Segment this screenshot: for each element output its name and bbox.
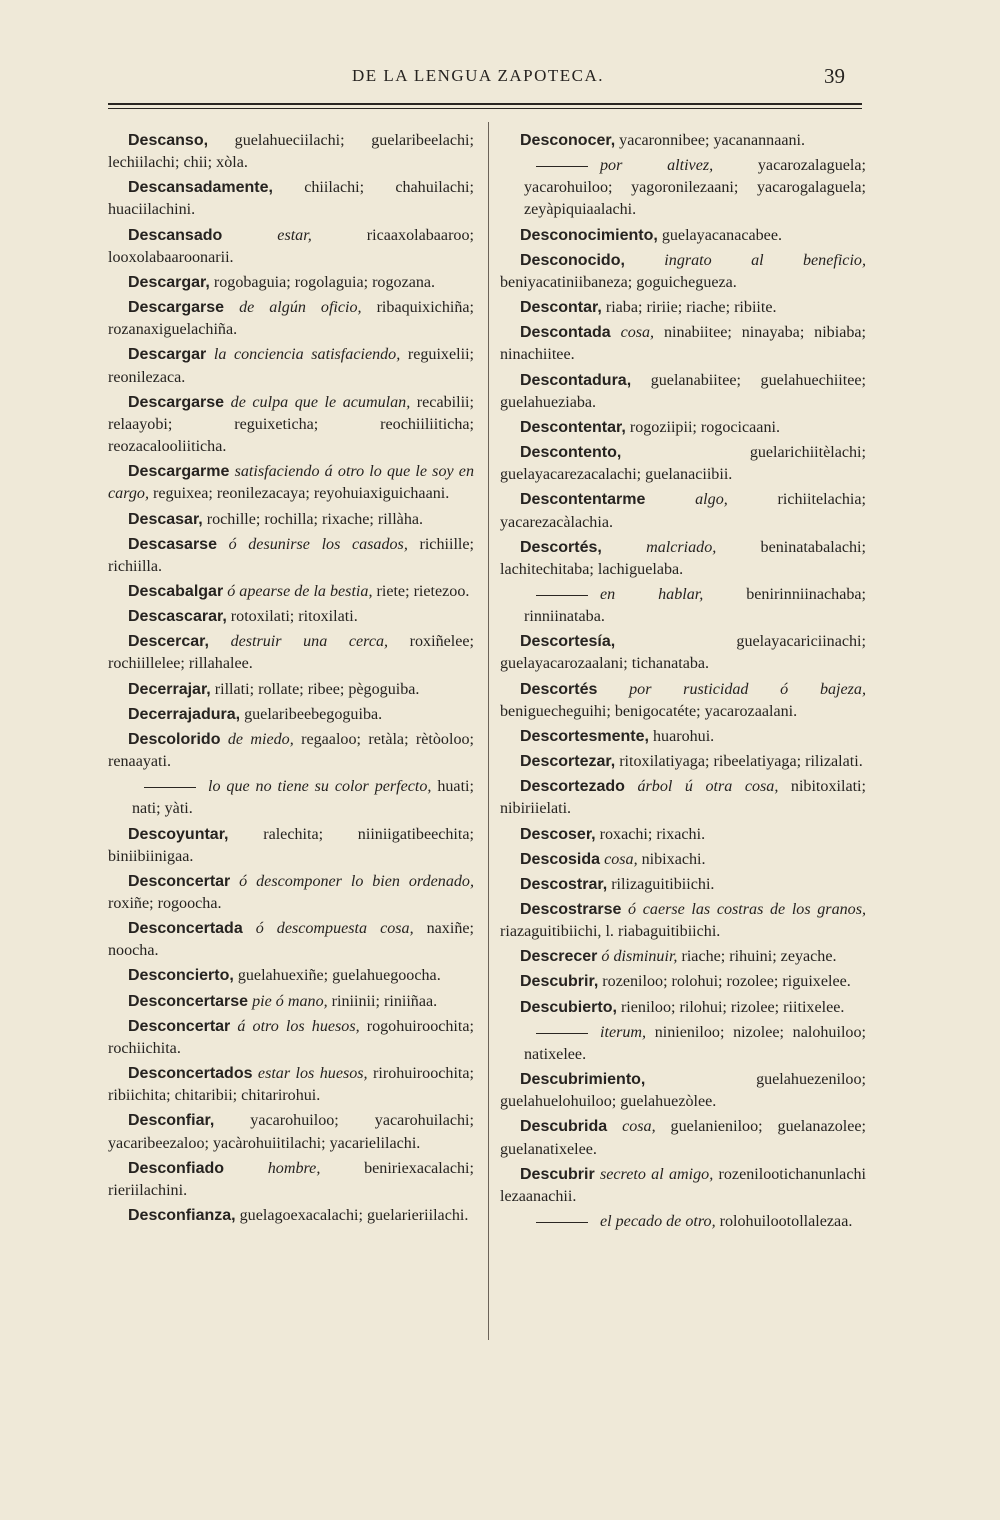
entry-headword: Descosida bbox=[520, 850, 601, 868]
dictionary-entry bbox=[108, 729, 474, 773]
dictionary-entry bbox=[108, 1063, 474, 1107]
entry-headword: Desconfiar, bbox=[128, 1112, 215, 1130]
dictionary-entry bbox=[500, 1116, 866, 1160]
entry-definition: guelanieniloo; guelanazolee; guelanatixelee. bbox=[500, 1118, 867, 1158]
entry-definition: richiille; richiilla. bbox=[108, 535, 475, 575]
dictionary-entry bbox=[500, 322, 866, 366]
entry-definition: rozenilootichanunlachi lezaanachii. bbox=[500, 1165, 866, 1205]
dictionary-entry bbox=[500, 679, 866, 723]
entry-headword: Descontada bbox=[520, 324, 611, 342]
entry-headword: Descercar, bbox=[128, 633, 209, 651]
ditto-dash bbox=[536, 1033, 588, 1034]
entry-definition: rogohuiroochita; rochiichita. bbox=[108, 1017, 474, 1057]
ditto-dash bbox=[536, 166, 588, 167]
entry-definition: yacarozalaguela; yacarohuiloo; yagoronilezaani; yacarogalaguela; zeyàpiquiaalachi. bbox=[524, 157, 866, 219]
entry-definition: guelarichiitèlachi; guelayacarezacalachi; guelanaciibii. bbox=[500, 444, 866, 484]
entry-definition: ricaaxolabaaroo; looxolabaaroonarii. bbox=[108, 226, 474, 266]
entry-headword: Desconfianza, bbox=[128, 1207, 236, 1225]
entry-definition: nibitoxilati; nibiriielati. bbox=[500, 778, 866, 818]
entry-definition: rogobaguia; rogolaguia; rogozana. bbox=[209, 273, 436, 291]
entry-definition: yacarohuiloo; yacarohuilachi; yacaribeezaloo; yacàrohuiitilachi; yacarielilachi. bbox=[108, 1112, 474, 1152]
header-rule-thin bbox=[108, 108, 862, 109]
entry-definition: chiilachi; chahuilachi; huaciilachini. bbox=[108, 179, 474, 219]
entry-headword: Descanso, bbox=[128, 132, 209, 149]
entry-headword: Descortesmente, bbox=[520, 727, 649, 745]
entry-definition: roxachi; rixachi. bbox=[595, 825, 706, 843]
dictionary-entry bbox=[108, 297, 474, 341]
entry-headword: Desconcertados bbox=[128, 1065, 253, 1083]
entry-definition: reguixea; reonilezacaya; reyohuiaxiguichaani. bbox=[148, 485, 450, 503]
entry-definition: guelayacariciinachi; guelayacarozaalani; tichanataba. bbox=[500, 633, 866, 673]
dictionary-entry bbox=[108, 581, 474, 603]
entry-definition: beninatabalachi; lachitechitaba; lachiguelaba. bbox=[500, 538, 866, 578]
entry-definition: guelahuezeniloo; guelahuelohuiloo; guelahuezòlee. bbox=[500, 1071, 866, 1111]
entry-headword: Decerrajar, bbox=[128, 680, 211, 698]
entry-gloss: árbol ú otra cosa, bbox=[624, 778, 779, 796]
entry-headword: Descontento, bbox=[520, 444, 622, 462]
dictionary-entry bbox=[108, 824, 474, 868]
column-divider bbox=[488, 122, 489, 1340]
entry-definition: riache; rihuini; zeyache. bbox=[677, 948, 837, 966]
entry-headword: Descontar, bbox=[520, 299, 602, 317]
entry-headword: Descoser, bbox=[520, 825, 596, 843]
dictionary-entry bbox=[500, 130, 866, 152]
entry-headword: Descabalgar bbox=[128, 582, 224, 600]
entry-headword: Desconcierto, bbox=[128, 967, 234, 985]
entry-gloss: algo, bbox=[645, 491, 728, 509]
entry-definition: rirohuiroochita; ribiichita; chitaribii; chitarirohui. bbox=[108, 1065, 475, 1105]
dictionary-entry bbox=[524, 584, 866, 628]
running-head: DE LA LENGUA ZAPOTECA. bbox=[351, 66, 605, 85]
entry-definition: guelaribeebegoguiba. bbox=[240, 705, 383, 723]
entry-definition: benirinniinachaba; rinniinataba. bbox=[524, 585, 866, 626]
entry-headword: Descortezado bbox=[520, 778, 625, 796]
entry-headword: Descontentarme bbox=[520, 491, 646, 509]
entry-headword: Descasar, bbox=[128, 510, 203, 528]
entry-gloss: secreto al amigo, bbox=[594, 1165, 714, 1183]
dictionary-entry bbox=[108, 631, 474, 675]
entry-definition: rozeniloo; rolohui; rozolee; riguixelee. bbox=[598, 973, 851, 991]
entry-gloss: ó desunirse los casados, bbox=[216, 535, 408, 553]
entry-gloss: de algún oficio, bbox=[224, 299, 362, 317]
dictionary-entry bbox=[500, 946, 866, 968]
entry-gloss: por rusticidad ó bajeza, bbox=[597, 680, 866, 698]
entry-headword: Descansado bbox=[128, 226, 223, 244]
entry-definition: beniriexacalachi; rieriilachini. bbox=[108, 1159, 474, 1199]
dictionary-entry bbox=[108, 130, 474, 174]
dictionary-entry bbox=[108, 177, 474, 221]
header-rule-thick bbox=[108, 103, 862, 105]
entry-definition: rieniloo; rilohui; rizolee; riitixelee. bbox=[616, 998, 845, 1016]
entry-headword: Descubierto, bbox=[520, 998, 617, 1016]
dictionary-entry bbox=[524, 155, 866, 221]
entry-headword: Descargarme bbox=[128, 463, 230, 481]
entry-definition: nibixachi. bbox=[637, 850, 706, 868]
entry-headword: Descontentar, bbox=[520, 418, 626, 436]
entry-gloss: destruir una cerca, bbox=[208, 633, 389, 651]
entry-headword: Descortés, bbox=[520, 538, 602, 556]
entry-definition: rilizaguitibiichi. bbox=[607, 875, 715, 893]
left-column bbox=[108, 130, 474, 1230]
entry-definition: riniinii; riniiñaa. bbox=[327, 992, 438, 1010]
entry-gloss: ó caerse las costras de los granos, bbox=[621, 901, 866, 918]
dictionary-entry bbox=[108, 461, 474, 505]
entry-headword: Descubrimiento, bbox=[520, 1071, 646, 1089]
page-number: 39 bbox=[824, 64, 845, 88]
dictionary-entry bbox=[108, 1158, 474, 1202]
entry-gloss: de miedo, bbox=[220, 730, 294, 748]
entry-headword: Descasarse bbox=[128, 535, 217, 553]
entry-definition: ritoxilatiyaga; ribeelatiyaga; rilizalati. bbox=[615, 753, 863, 771]
dictionary-entry bbox=[108, 534, 474, 578]
entry-gloss: hombre, bbox=[224, 1159, 321, 1177]
entry-gloss: ó disminuir, bbox=[597, 948, 678, 966]
entry-gloss: ó apearse de la bestia, bbox=[223, 582, 373, 600]
entry-definition: ninabiitee; ninayaba; nibiaba; ninachiitee. bbox=[500, 324, 866, 364]
entry-definition: reguixelii; reonilezaca. bbox=[108, 346, 475, 386]
ditto-dash bbox=[144, 787, 196, 788]
entry-headword: Descoyuntar, bbox=[128, 825, 229, 843]
entry-headword: Desconocimiento, bbox=[520, 226, 658, 244]
entry-gloss: cosa, bbox=[600, 850, 638, 868]
entry-definition: regaaloo; retàla; rètòoloo; renaayati. bbox=[108, 730, 475, 771]
entry-definition: roxiñe; rogoocha. bbox=[108, 895, 222, 912]
entry-headword: Descargarse bbox=[128, 393, 225, 411]
dictionary-entry bbox=[500, 726, 866, 748]
entry-gloss: iterum, bbox=[600, 1023, 647, 1041]
entry-definition: huati; nati; yàti. bbox=[132, 778, 474, 818]
entry-definition: rogoziipii; rogocicaani. bbox=[625, 418, 780, 436]
dictionary-entry bbox=[500, 417, 866, 439]
entry-headword: Descostrarse bbox=[520, 901, 622, 918]
entry-definition: huarohui. bbox=[648, 727, 715, 745]
entry-definition: guelanabiitee; guelahuechiitee; guelahueziaba. bbox=[500, 371, 866, 411]
entry-definition: guelahueciilachi; guelaribeelachi; lechiilachi; chii; xòla. bbox=[108, 132, 474, 172]
entry-headword: Descontadura, bbox=[520, 371, 632, 389]
dictionary-entry bbox=[108, 1016, 474, 1060]
dictionary-entry bbox=[500, 751, 866, 773]
dictionary-entry bbox=[500, 631, 866, 675]
dictionary-entry bbox=[108, 272, 474, 294]
entry-definition: beniguecheguihi; benigocatéte; yacarozaalani. bbox=[500, 702, 798, 720]
dictionary-entry bbox=[108, 991, 474, 1013]
dictionary-entry bbox=[108, 918, 474, 962]
dictionary-entry bbox=[500, 849, 866, 871]
entry-definition: riaba; ririie; riache; ribiite. bbox=[601, 299, 777, 317]
entry-headword: Descargar bbox=[128, 346, 207, 364]
dictionary-entry bbox=[108, 1205, 474, 1227]
entry-headword: Descargar, bbox=[128, 273, 210, 291]
entry-headword: Decerrajadura, bbox=[128, 705, 241, 723]
entry-definition: rolohuilootollalezaa. bbox=[715, 1213, 853, 1231]
entry-gloss: de culpa que le acumulan, bbox=[224, 393, 411, 411]
entry-definition: riazaguitibiichi, l. riabaguitibiichi. bbox=[500, 923, 721, 941]
entry-headword: Descascarar, bbox=[128, 608, 227, 626]
dictionary-entry bbox=[108, 704, 474, 726]
entry-definition: riete; rietezoo. bbox=[372, 582, 470, 600]
entry-headword: Descrecer bbox=[520, 948, 598, 966]
dictionary-entry bbox=[524, 1211, 866, 1233]
entry-definition: rochille; rochilla; rixache; rillàha. bbox=[202, 510, 424, 528]
entry-gloss: en hablar, bbox=[600, 585, 704, 603]
entry-gloss: satisfaciendo á otro lo que le soy en cargo, bbox=[108, 463, 474, 503]
dictionary-entry bbox=[500, 1164, 866, 1208]
dictionary-entry bbox=[108, 871, 474, 915]
entry-definition: ralechita; niiniigatibeechita; biniibiinigaa. bbox=[108, 825, 474, 865]
dictionary-entry bbox=[500, 250, 866, 294]
entry-definition: rillati; rollate; ribee; pègoguiba. bbox=[210, 680, 420, 698]
dictionary-entry bbox=[108, 344, 474, 388]
entry-gloss: la conciencia satisfaciendo, bbox=[206, 346, 401, 364]
entry-definition: ribaquixichiña; rozanaxiguelachiña. bbox=[108, 299, 474, 339]
dictionary-entry bbox=[500, 1069, 866, 1113]
entry-headword: Descortezar, bbox=[520, 753, 616, 771]
dictionary-entry bbox=[500, 489, 866, 533]
entry-headword: Desconcertar bbox=[128, 1017, 231, 1035]
entry-definition: roxiñelee; rochiillelee; rillahalee. bbox=[108, 633, 474, 673]
dictionary-entry bbox=[500, 442, 866, 486]
entry-headword: Desconfiado bbox=[128, 1159, 225, 1177]
entry-definition: ninieniloo; nizolee; nalohuiloo; natixelee. bbox=[524, 1023, 866, 1063]
entry-gloss: cosa, bbox=[610, 324, 655, 342]
entry-gloss: lo que no tiene su color perfecto, bbox=[208, 778, 432, 796]
dictionary-entry bbox=[500, 776, 866, 820]
dictionary-entry bbox=[500, 899, 866, 943]
entry-headword: Desconocido, bbox=[520, 251, 625, 269]
entry-gloss: cosa, bbox=[607, 1118, 656, 1136]
entry-gloss: malcriado, bbox=[601, 538, 717, 556]
dictionary-entry bbox=[500, 971, 866, 993]
entry-headword: Desconcertar bbox=[128, 872, 231, 890]
entry-definition: beniyacatiniibaneza; goguichegueza. bbox=[500, 273, 737, 291]
dictionary-entry bbox=[500, 874, 866, 896]
entry-definition: guelayacanacabee. bbox=[657, 226, 782, 244]
entry-headword: Descansadamente, bbox=[128, 179, 273, 197]
entry-definition: richiitelachia; yacarezacàlachia. bbox=[500, 491, 866, 531]
dictionary-entry bbox=[500, 824, 866, 846]
dictionary-entry bbox=[108, 509, 474, 531]
dictionary-entry bbox=[500, 997, 866, 1019]
ditto-dash bbox=[536, 1222, 588, 1223]
entry-gloss: estar los huesos, bbox=[252, 1065, 368, 1083]
dictionary-entry bbox=[500, 370, 866, 414]
entry-definition: recabilii; relaayobi; reguixeticha; reochiiliiticha; reozacalooliiticha. bbox=[108, 393, 474, 456]
entry-headword: Desconcertarse bbox=[128, 992, 249, 1010]
dictionary-entry bbox=[108, 225, 474, 269]
entry-gloss: el pecado de otro, bbox=[600, 1213, 716, 1231]
dictionary-entry bbox=[500, 297, 866, 319]
ditto-dash bbox=[536, 595, 588, 596]
dictionary-entry bbox=[500, 537, 866, 581]
entry-headword: Descubrir bbox=[520, 1165, 595, 1183]
entry-definition: rotoxilati; ritoxilati. bbox=[226, 608, 358, 626]
dictionary-entry bbox=[524, 1022, 866, 1066]
entry-headword: Descubrida bbox=[520, 1118, 608, 1136]
dictionary-entry bbox=[108, 965, 474, 987]
entry-gloss: por altivez, bbox=[600, 157, 714, 175]
dictionary-entry bbox=[108, 606, 474, 628]
entry-gloss: pie ó mano, bbox=[248, 992, 328, 1010]
entry-headword: Desconocer, bbox=[520, 132, 616, 149]
entry-gloss: á otro los huesos, bbox=[230, 1017, 360, 1035]
entry-headword: Descortesía, bbox=[520, 633, 616, 651]
entry-gloss: ó descomponer lo bien ordenado, bbox=[230, 872, 474, 890]
entry-headword: Descargarse bbox=[128, 299, 225, 317]
right-column bbox=[500, 130, 866, 1236]
entry-headword: Desconcertada bbox=[128, 920, 243, 938]
dictionary-entry bbox=[500, 225, 866, 247]
entry-definition: naxiñe; noocha. bbox=[108, 920, 474, 960]
entry-headword: Descolorido bbox=[128, 730, 221, 748]
dictionary-entry bbox=[108, 392, 474, 458]
entry-definition: guelagoexacalachi; guelarieriilachi. bbox=[235, 1207, 469, 1225]
entry-gloss: ó descompuesta cosa, bbox=[242, 920, 414, 938]
entry-definition: guelahuexiñe; guelahuegoocha. bbox=[233, 967, 441, 985]
entry-headword: Descubrir, bbox=[520, 973, 599, 991]
entry-gloss: estar, bbox=[222, 226, 312, 244]
entry-definition: yacaronnibee; yacanannaani. bbox=[615, 132, 806, 149]
entry-headword: Descortés bbox=[520, 680, 598, 698]
entry-gloss: ingrato al beneficio, bbox=[624, 251, 866, 269]
dictionary-entry bbox=[108, 1110, 474, 1154]
dictionary-entry bbox=[132, 776, 474, 820]
entry-headword: Descostrar, bbox=[520, 875, 608, 893]
dictionary-entry bbox=[108, 679, 474, 701]
